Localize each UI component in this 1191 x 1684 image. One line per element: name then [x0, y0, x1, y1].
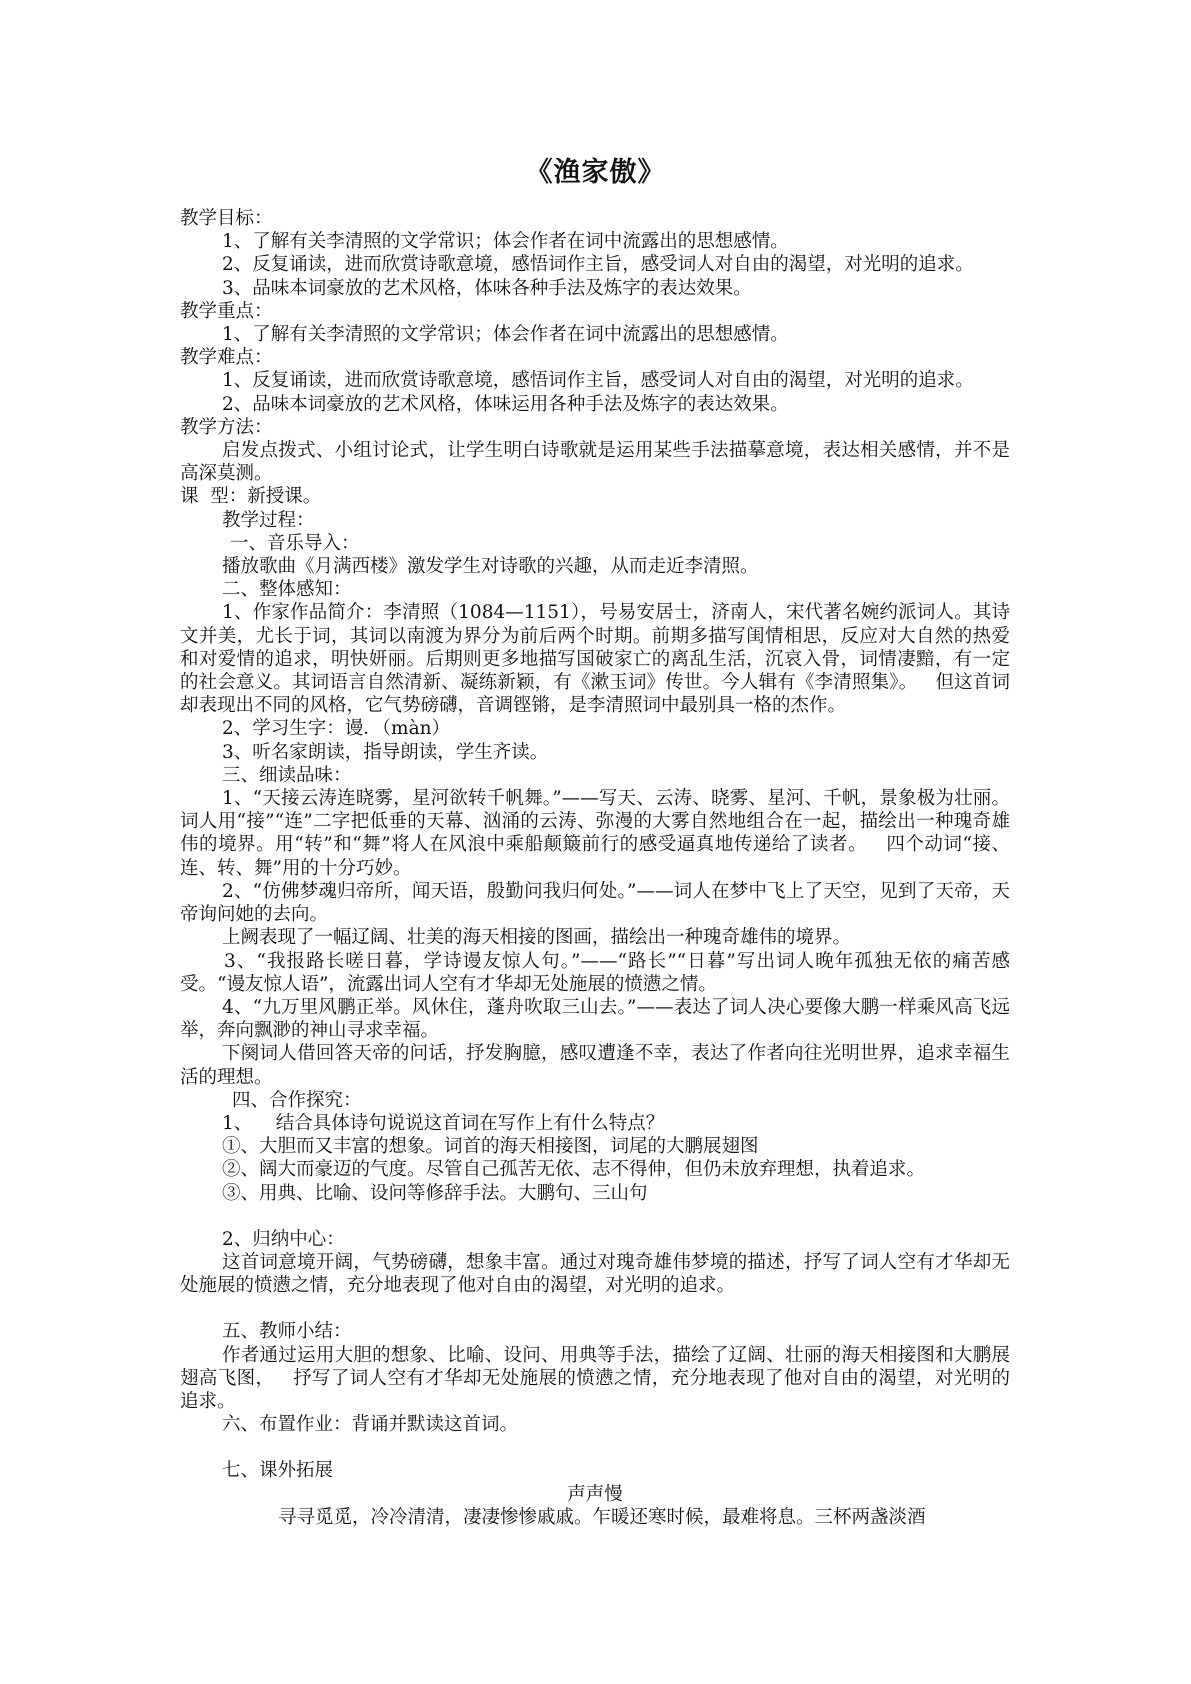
objective-item: 1、了解有关李清照的文学常识；体会作者在词中流露出的思想感情。	[222, 231, 789, 253]
explore-answer: ③、用典、比喻、设问等修辞手法。大鹏句、三山句	[222, 1182, 648, 1204]
intro-text: 播放歌曲《月满西楼》激发学生对诗歌的兴趣，从而走近李清照。	[222, 556, 759, 578]
key-point-item: 1、了解有关李清照的文学常识；体会作者在词中流露出的思想感情。	[222, 324, 789, 346]
section-heading-summary: 五、教师小结：	[222, 1321, 352, 1343]
spacer	[180, 1205, 1010, 1228]
spacer	[180, 1297, 1010, 1320]
center-heading: 2、归纳中心：	[222, 1228, 345, 1250]
process-heading: 教学过程：	[222, 509, 315, 531]
section-heading-explore: 四、合作探究：	[232, 1089, 362, 1111]
lesson-type: 课 型：新授课。	[180, 486, 322, 508]
poem-title: 声声慢	[567, 1483, 623, 1505]
homework: 六、布置作业：背诵并默读这首词。	[222, 1414, 519, 1436]
difficulty-item: 1、反复诵读，进而欣赏诗歌意境，感悟词作主旨，感受词人对自由的渴望，对光明的追求。	[222, 370, 974, 392]
detail-paragraph: 1、“天接云涛连晓雾，星河欲转千帆舞。”——写天、云涛、晓雾、星河、千帆，景象极为壮丽。词人用“接”“连”二字把低垂的天幕、汹涌的云涛、弥漫的大雾自然地组合在一起，描绘出一种瑰奇雄伟的境界。用“转”和“舞”将人在风浪中乘船颠簸前行的感受逼真地传递给了读者。 四个动词“接、连、转、舞”用的十分巧妙。	[180, 788, 1010, 879]
detail-paragraph: 3、“我报路长嗟日暮，学诗谩友惊人句。”——“路长”“日暮”写出词人晚年孤独无依的痛苦感受。“谩友惊人语”，流露出词人空有才华却无处施展的愤懑之情。	[180, 950, 1010, 995]
section-heading-intro: 一、音乐导入：	[230, 532, 360, 554]
detail-paragraph: 4、“九万里风鹏正举。风休住，蓬舟吹取三山去。”——表达了词人决心要像大鹏一样乘风高飞远举，奔向飘渺的神山寻求幸福。	[180, 996, 1010, 1042]
section-heading-overall: 二、整体感知：	[222, 579, 352, 601]
key-points-heading: 教学重点：	[180, 300, 273, 322]
author-intro: 1、作家作品简介：李清照（1084—1151），号易安居士，济南人，宋代著名婉约派词人。其诗文并美，尤长于词，其词以南渡为界分为前后两个时期。前期多描写闺情相思，反应对大自然的热爱和对爱情的追求，明快妍丽。后期则更多地描写国破家亡的离乱生活，沉哀入骨，词情凄黯，有一定的社会意义。其词语言自然清新、凝练新颖，有《漱玉词》传世。今人辑有《李清照集》。 但这首词却表现出不同的风格，它气势磅礴，音调铿锵，是李清照词中最别具一格的杰作。	[180, 602, 1010, 717]
spacer	[180, 1436, 1010, 1459]
section-heading-extension: 七、课外拓展	[222, 1460, 334, 1482]
document-body	[180, 207, 1010, 1529]
objective-item: 2、反复诵读，进而欣赏诗歌意境，感悟词作主旨，感受词人对自由的渴望，对光明的追求。	[222, 254, 974, 276]
objectives-heading: 教学目标：	[180, 208, 273, 229]
summary-text: 作者通过运用大胆的想象、比喻、设问、用典等手法，描绘了辽阔、壮丽的海天相接图和大鹏展翅高飞图， 抒写了词人空有才华却无处施展的愤懑之情，充分地表现了他对自由的渴望，对光明的追求。	[180, 1344, 1010, 1412]
lower-summary: 下阕词人借回答天帝的问话，抒发胸臆，感叹遭逢不幸，表达了作者向往光明世界，追求幸福生活的理想。	[180, 1043, 1010, 1088]
difficulties-heading: 教学难点：	[180, 347, 273, 369]
objective-item: 3、品味本词豪放的艺术风格，体味各种手法及炼字的表达效果。	[222, 277, 752, 299]
explore-answer: ①、大胆而又丰富的想象。词首的海天相接图，词尾的大鹏展翅图	[222, 1136, 759, 1158]
upper-summary: 上阙表现了一幅辽阔、壮美的海天相接的图画，描绘出一种瑰奇雄伟的境界。	[222, 927, 852, 949]
section-heading-detail: 三、细读品味：	[222, 764, 352, 786]
center-text: 这首词意境开阔，气势磅礴，想象丰富。通过对瑰奇雄伟梦境的描述，抒写了词人空有才华却无处施展的愤懑之情，充分地表现了他对自由的渴望，对光明的追求。	[180, 1251, 1010, 1297]
explore-question: 1、 结合具体诗句说说这首词在写作上有什么特点？	[222, 1112, 665, 1134]
new-words: 2、学习生字：谩．（màn）	[222, 718, 451, 740]
reading-instruction: 3、听名家朗读，指导朗读，学生齐读。	[222, 741, 549, 763]
detail-paragraph: 2、“仿佛梦魂归帝所，闻天语，殷勤问我归何处。”——词人在梦中飞上了天空，见到了天帝，天帝询问她的去向。	[180, 880, 1010, 926]
page-title: 《渔家傲》	[525, 157, 666, 188]
methods-heading: 教学方法：	[180, 416, 273, 438]
difficulty-item: 2、品味本词豪放的艺术风格，体味运用各种手法及炼字的表达效果。	[222, 393, 789, 415]
explore-answer: ②、阔大而豪迈的气度。尽管自己孤苦无依、志不得伸，但仍未放弃理想，执着追求。	[222, 1159, 926, 1181]
poem-line: 寻寻觅觅，冷冷清清，凄凄惨惨戚戚。乍暖还寒时候，最难将息。三杯两盏淡酒	[278, 1506, 926, 1528]
methods-text: 启发点拨式、小组讨论式，让学生明白诗歌就是运用某些手法描摹意境，表达相关感情，并不是高深莫测。	[180, 440, 1010, 485]
